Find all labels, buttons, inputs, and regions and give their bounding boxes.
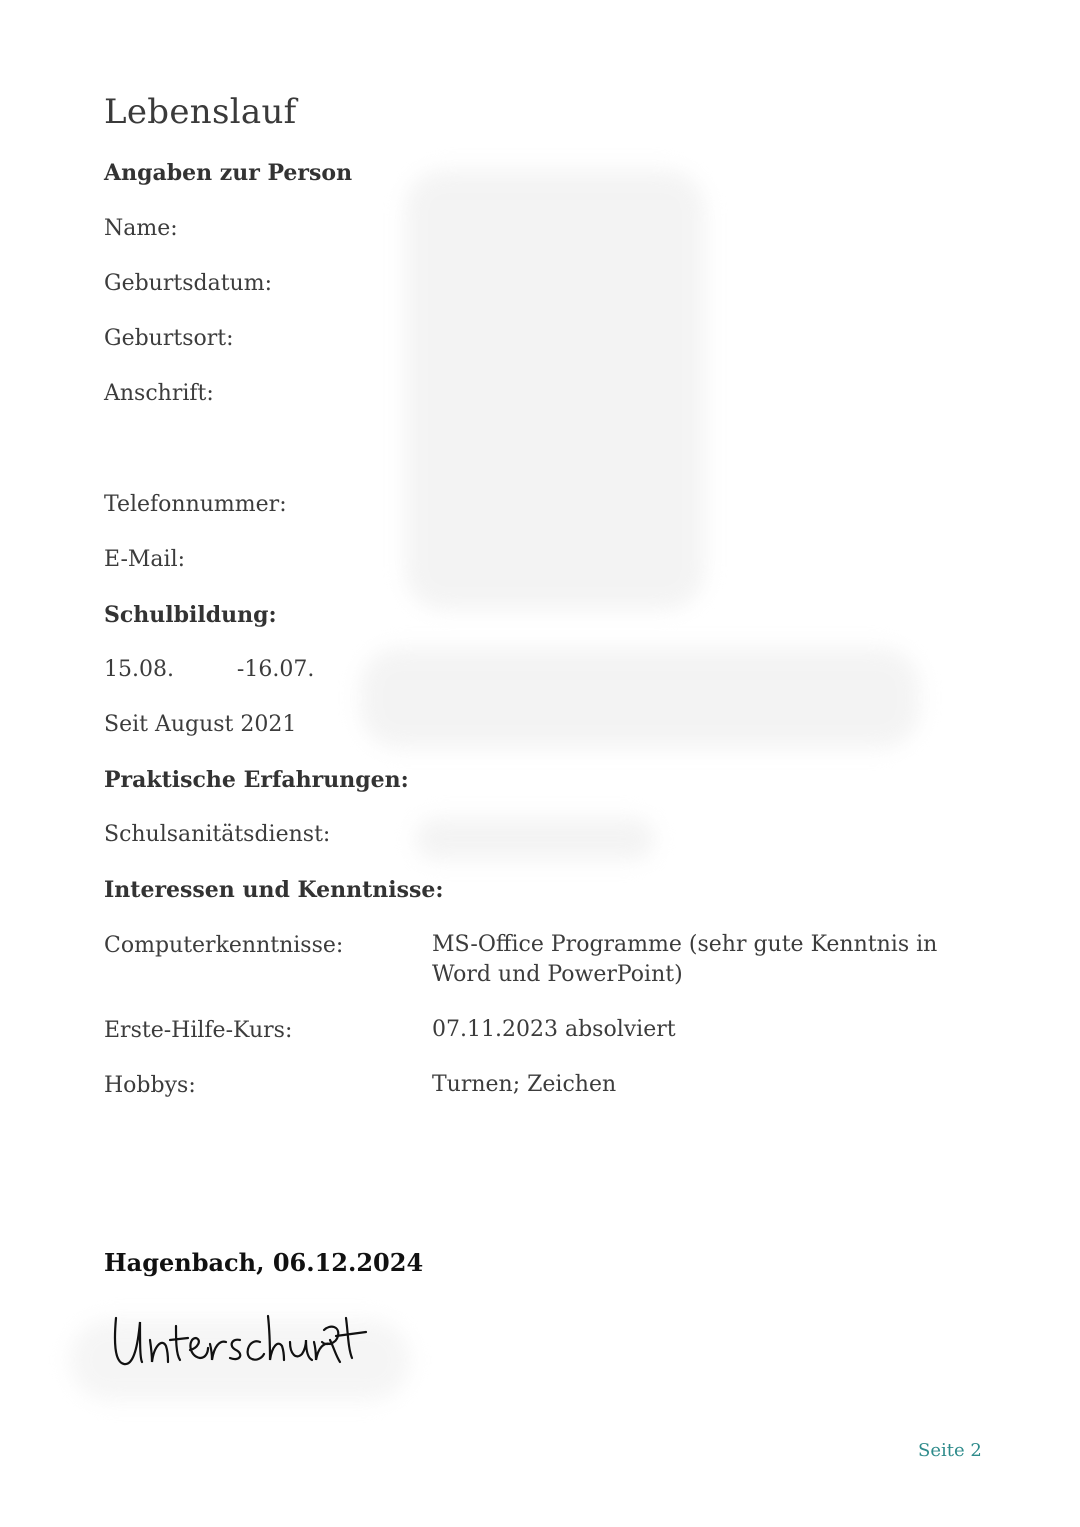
education-entry: 15.08. -16.07. [104,657,315,682]
birthplace-label: Geburtsort: [104,326,234,351]
name-label: Name: [104,216,178,241]
hobbies-label: Hobbys: [104,1073,196,1098]
address-label: Anschrift: [104,381,214,406]
redacted-personal-data [405,170,705,610]
computer-skills-value-line: MS-Office Programme (sehr gute Kenntnis in [432,932,938,957]
redacted-education-data [360,648,920,748]
redacted-experience-data [415,818,655,860]
email-label: E-Mail: [104,547,186,572]
personal-heading: Angaben zur Person [104,160,353,186]
page-title: Lebenslauf [104,92,297,132]
computer-skills-label: Computerkenntnisse: [104,933,344,958]
education-heading: Schulbildung: [104,602,277,628]
experience-heading: Praktische Erfahrungen: [104,767,409,793]
place-date: Hagenbach, 06.12.2024 [104,1248,424,1277]
experience-entry-label: Schulsanitätsdienst: [104,822,331,847]
page-number: Seite 2 [918,1440,982,1461]
birthdate-label: Geburtsdatum: [104,271,272,296]
computer-skills-value-line: Word und PowerPoint) [432,962,683,987]
first-aid-label: Erste-Hilfe-Kurs: [104,1018,293,1043]
phone-label: Telefonnummer: [104,492,287,517]
signature [110,1300,370,1380]
education-entry: Seit August 2021 [104,712,297,737]
interests-heading: Interessen und Kenntnisse: [104,877,444,903]
first-aid-value: 07.11.2023 absolviert [432,1017,676,1042]
computer-skills-value [432,930,937,990]
hobbies-value: Turnen; Zeichen [432,1072,617,1097]
